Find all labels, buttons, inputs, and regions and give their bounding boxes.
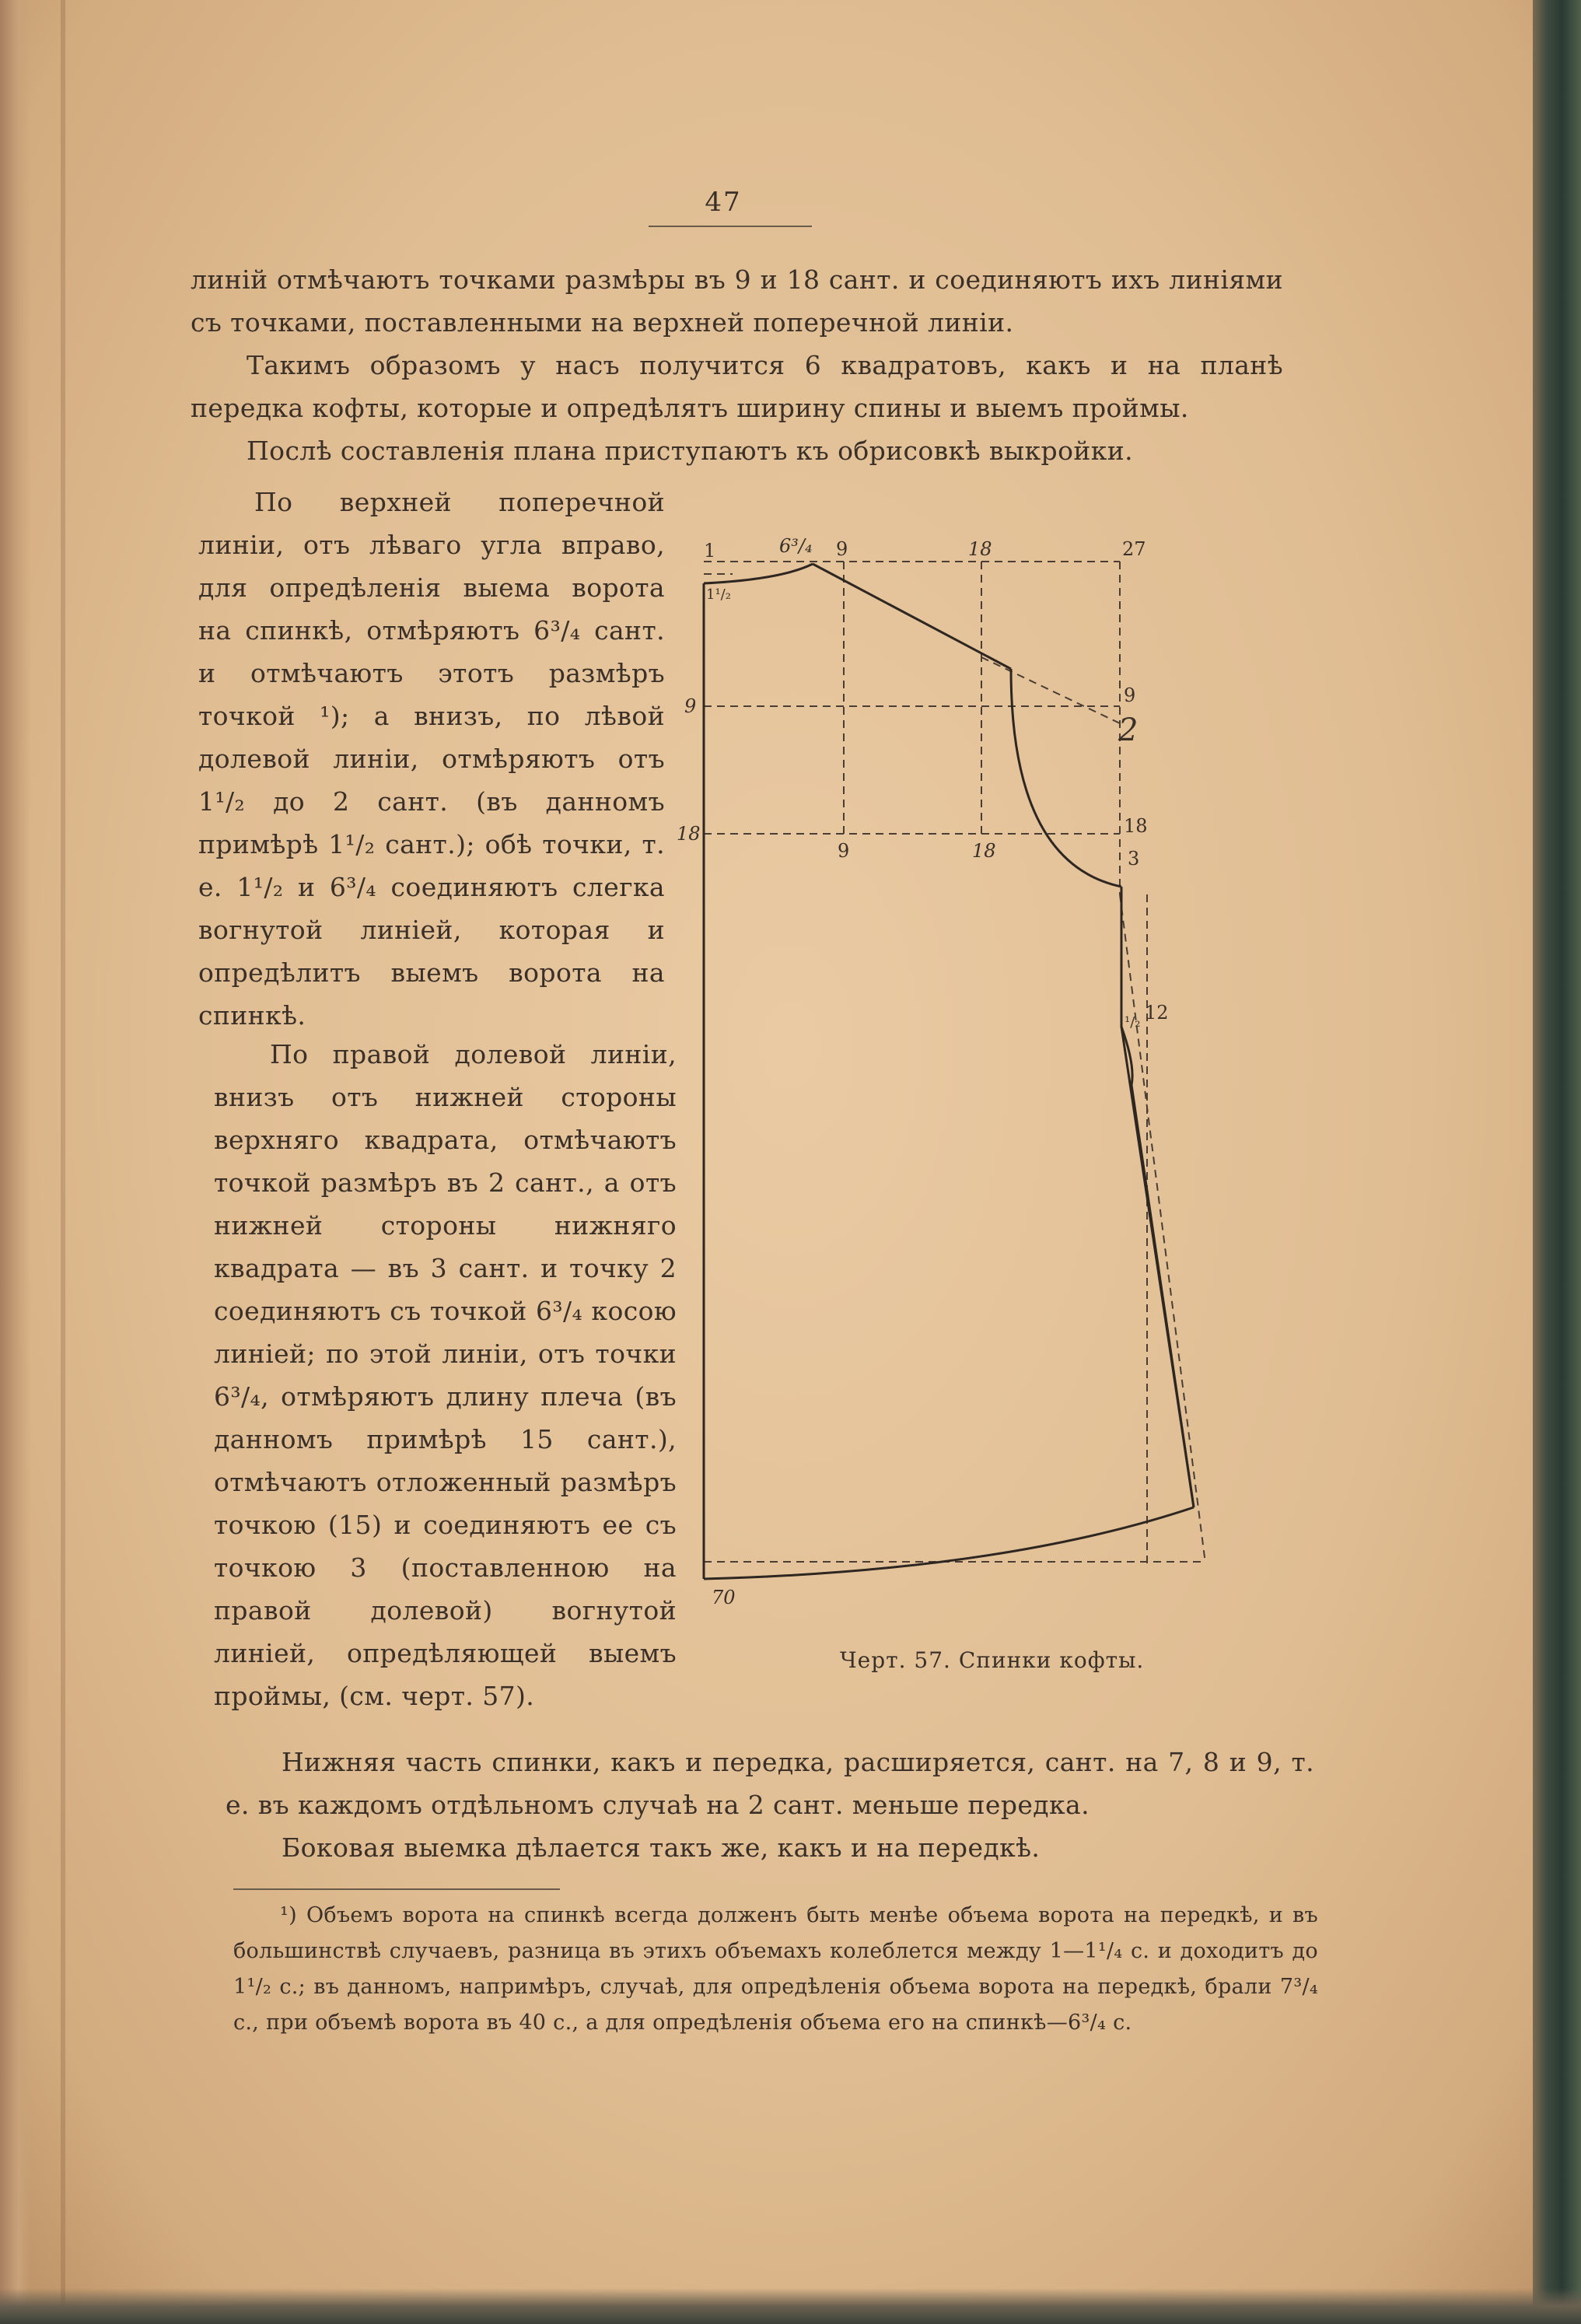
shoulder-extension [981,657,1120,723]
label-corner: 1¹/₂ [706,586,731,603]
label-twelve: 12 [1145,1002,1169,1024]
label-bottom-70: 70 [712,1587,736,1608]
paragraph-result: Такимъ образомъ у насъ получится 6 квадратовъ, какъ и на планѣ передка кофты, которые и опредѣлятъ ширину спины и выемъ проймы. [191,350,1283,423]
paragraph-lower-part: Нижняя часть спинки, какъ и передка, расширяется, сант. на 7, 8 и 9, т. е. въ каждомъ отдѣльномъ случаѣ на 2 сант. меньше передка. [226,1747,1314,1820]
paragraph-armhole: По правой долевой линіи, внизъ отъ нижней стороны верхняго квадрата, отмѣчаютъ точкой размѣръ въ 2 сант., а отъ нижней стороны нижняго квадрата — въ 3 сант. и точку 2 соединяютъ съ точкой 6³/₄ косою линіей; по этой линіи, отъ точки 6³/₄, отмѣряютъ длину плеча (въ данномъ примѣрѣ 15 сант.), отмѣчаютъ отложенный размѣръ точкою (15) и соединяютъ ее съ точкою 3 (поставленною на правой долевой) вогнутой линіей, опредѣляющей выемъ проймы, (см. черт. 57). [214,1039,677,1711]
binding-shadow [61,0,65,2324]
diagram-labels [677,535,1169,1608]
label-top-18: 18 [968,538,992,560]
paragraph-side-cut: Боковая выемка дѣлается такъ же, какъ и на передкѣ. [282,1832,1041,1863]
label-point-3: 3 [1128,848,1140,870]
page-bottom-edge [0,2288,1581,2324]
label-left-18: 18 [677,823,701,845]
label-point-2: 2 [1118,712,1139,748]
label-mid-18: 18 [972,840,996,862]
side-inner-line [1121,1027,1194,1507]
armhole-curve [1011,669,1121,887]
label-right-9: 9 [1124,684,1136,706]
paragraph-neckline: По верхней поперечной линіи, отъ лѣваго угла вправо, для опредѣленія выема ворота на спинкѣ, отмѣряютъ 6³/₄ сант. и отмѣчаютъ этотъ размѣръ точкой ¹); а внизъ, по лѣвой долевой линіи, отмѣряютъ отъ 1¹/₂ до 2 сант. (въ данномъ примѣрѣ 1¹/₂ сант.); обѣ точки, т. е. 1¹/₂ и 6³/₄ соединяютъ слегка вогнутой линіей, которая и опредѣлитъ выемъ ворота на спинкѣ. [198,487,665,1031]
footnote: ¹) Объемъ ворота на спинкѣ всегда долженъ быть менѣе объема ворота на передкѣ, и въ большинствѣ случаевъ, разница въ этихъ объемахъ колеблется между 1—1¹/₄ с. и доходитъ до 1¹/₂ с.; въ данномъ, напримѣръ, случаѣ, для опредѣленія объема ворота на передкѣ, брали 7³/₄ с., при объемѣ ворота въ 40 с., а для опредѣленія объема его на спинкѣ—6³/₄ с. [233,1903,1318,2035]
label-top-9: 9 [836,538,848,560]
label-mid-9: 9 [838,840,850,862]
side-seam [1121,887,1194,1507]
paragraph-after: Послѣ составленія плана приступаютъ къ обрисовкѣ выкройки. [247,436,1134,466]
header-rule [649,226,812,227]
label-right-18: 18 [1124,815,1148,837]
label-top-left: 1 [704,540,716,562]
paragraph-intro: линій отмѣчаютъ точками размѣры въ 9 и 18 сант. и соединяютъ ихъ линіями съ точками, поставленными на верхней поперечной линіи. [191,264,1283,338]
label-neck: 6³/₄ [779,535,813,557]
label-top-27: 27 [1122,538,1146,560]
side-guide-line [1120,894,1205,1563]
label-half: ¹/₂ [1125,1014,1141,1031]
page-number: 47 [705,187,742,218]
page-left-edge [0,0,31,2324]
figure-caption: Черт. 57. Спинки кофты. [840,1647,1145,1673]
footnote-rule [233,1888,560,1890]
pattern-diagram [669,521,1306,1610]
label-left-9: 9 [684,695,697,717]
hem-curve [704,1507,1194,1579]
book-cover-edge [1533,0,1581,2324]
